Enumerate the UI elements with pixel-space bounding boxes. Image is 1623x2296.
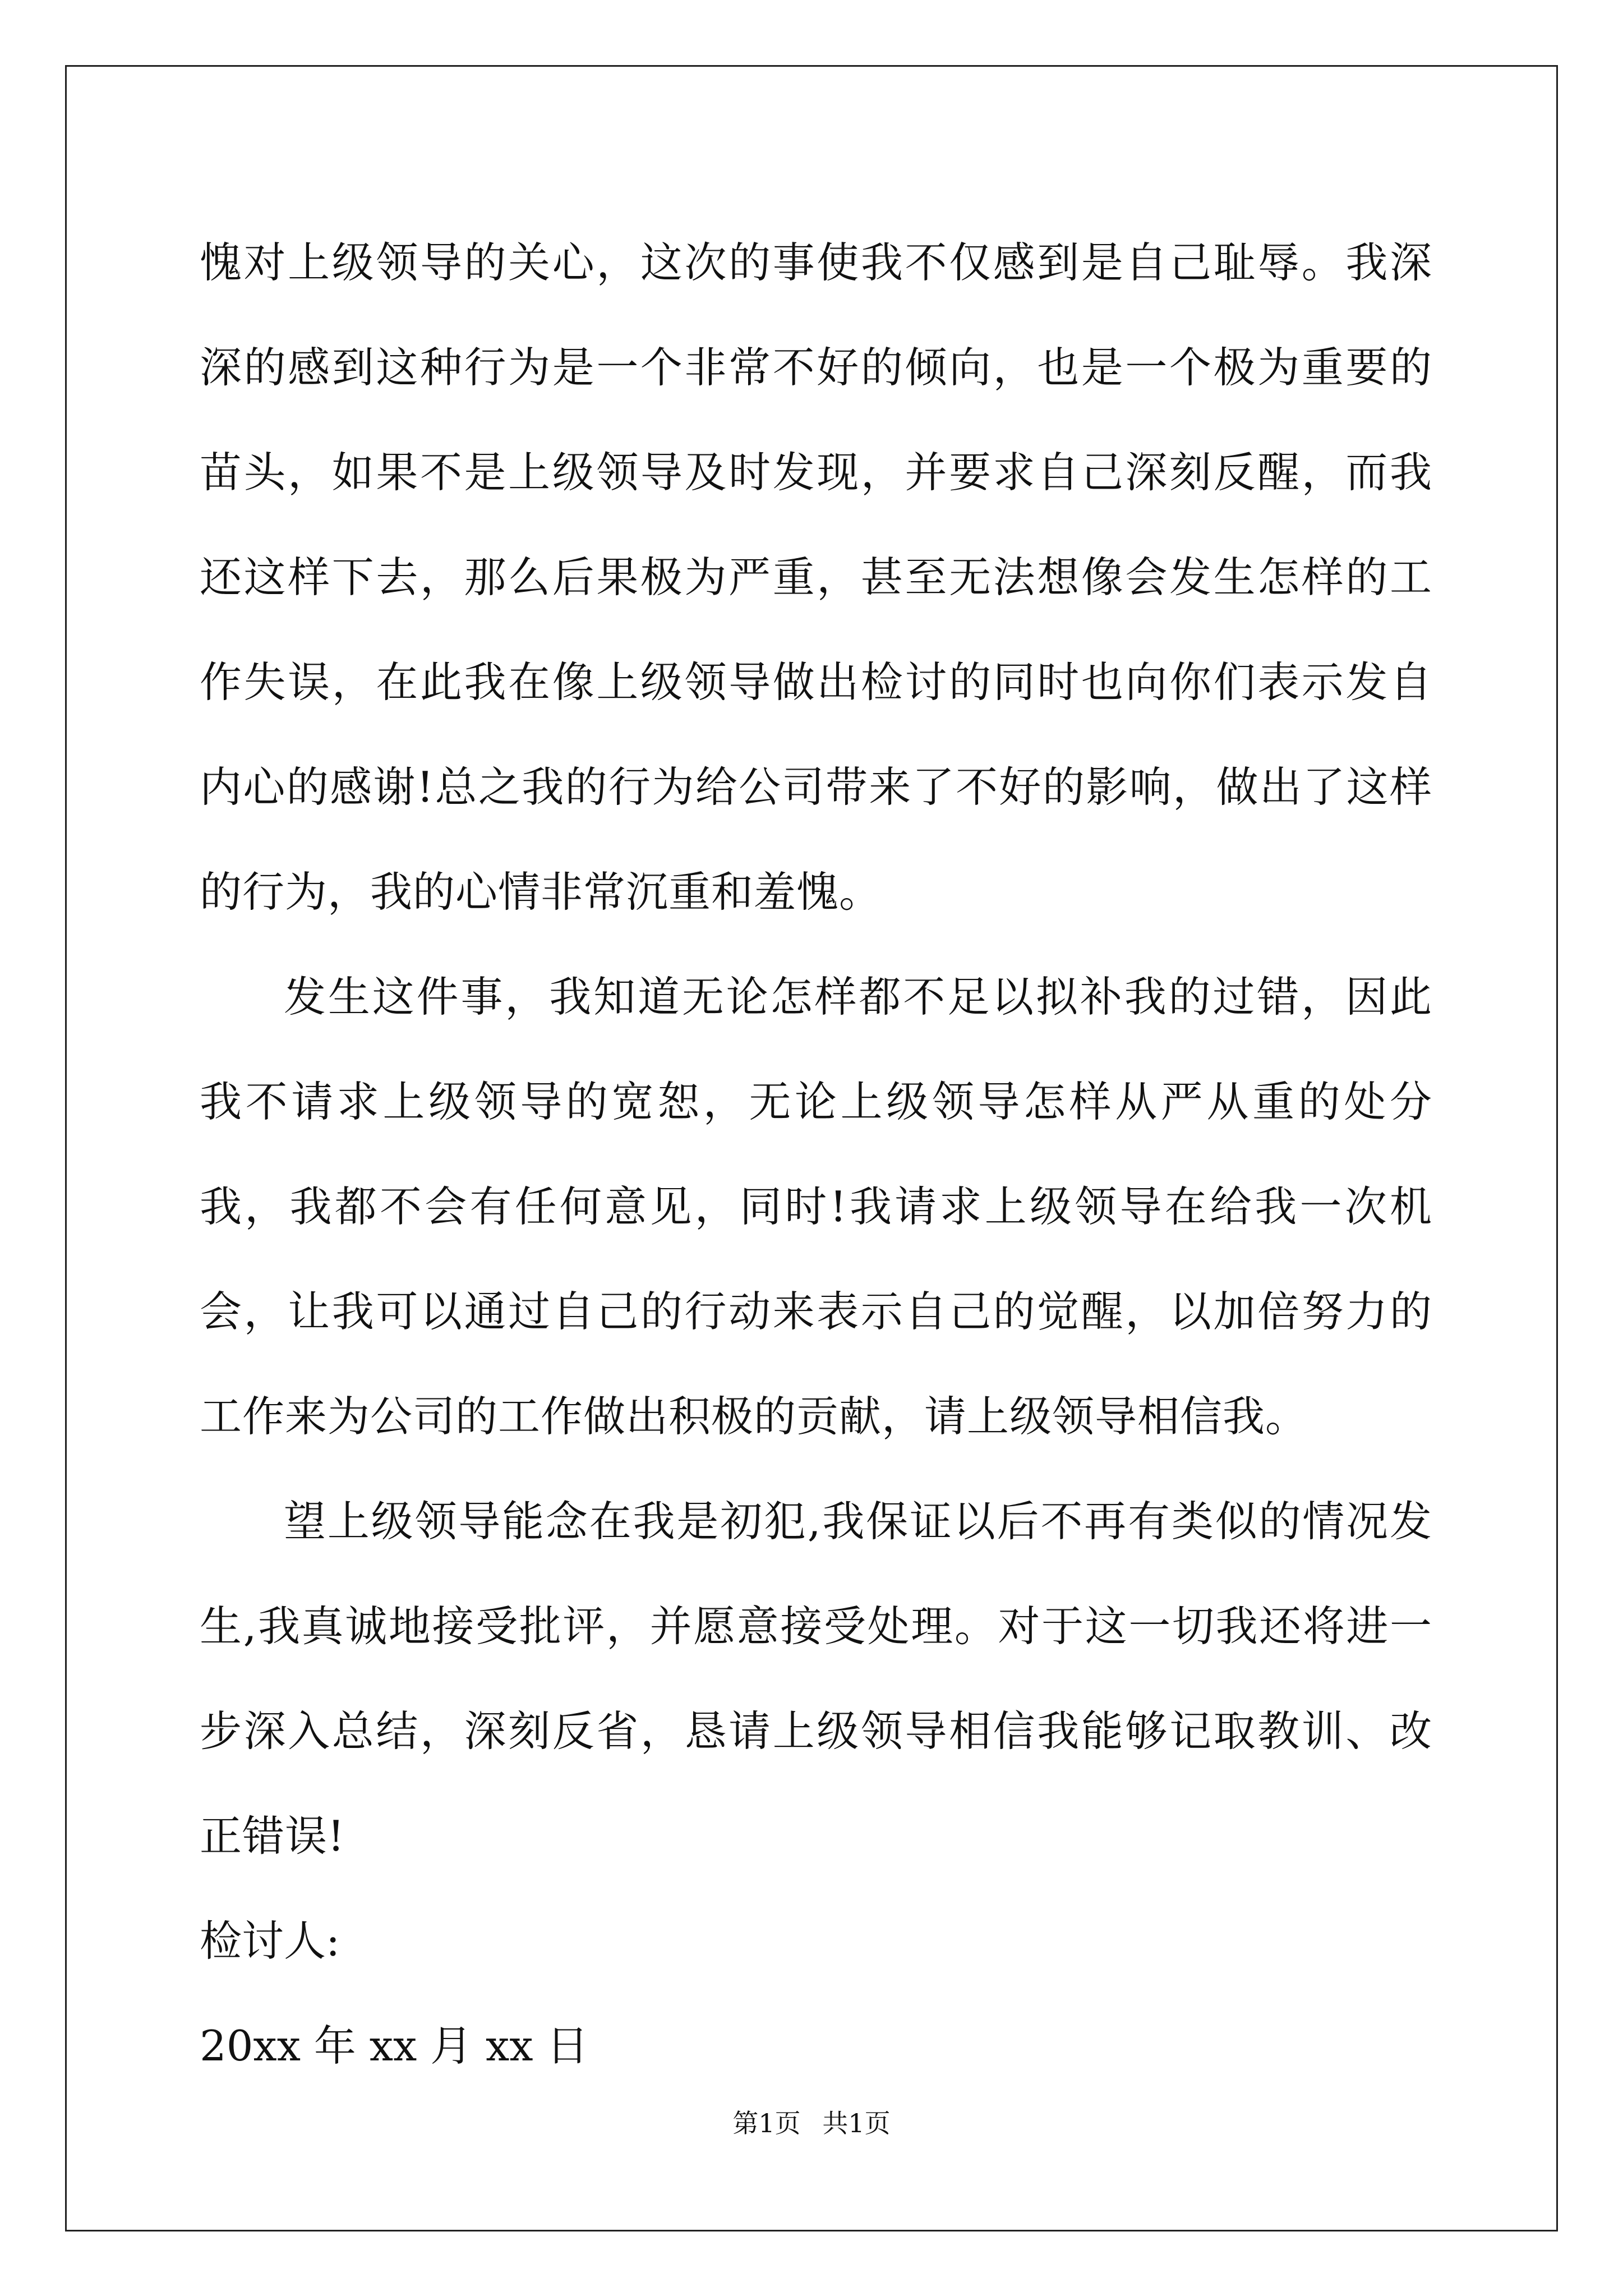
page-number: 第1页 [732, 2108, 801, 2138]
paragraph-1: 愧对上级领导的关心，这次的事使我不仅感到是自己耻辱。我深深的感到这种行为是一个非常不好的倾向，也是一个极为重要的苗头，如果不是上级领导及时发现，并要求自己深刻反醒，而我还这样下去，那么后果极为严重，甚至无法想像会发生怎样的工作失误，在此我在像上级领导做出检讨的同时也向你们表示发自内心的感谢!总之我的行为给公司带来了不好的影响，做出了这样的行为，我的心情非常沉重和羞愧。 [200, 238, 1432, 917]
page-total: 共1页 [822, 2108, 891, 2138]
paragraph-2: 发生这件事，我知道无论怎样都不足以拟补我的过错，因此我不请求上级领导的宽恕，无论上级领导怎样从严从重的处分我，我都不会有任何意见，同时!我请求上级领导在给我一次机会，让我可以通过自己的行动来表示自己的觉醒，以加倍努力的工作来为公司的工作做出积极的贡献，请上级领导相信我。 [200, 972, 1432, 1441]
page-footer [0, 2106, 1623, 2140]
document-body [200, 210, 1432, 2099]
signature-date: 20xx 年 xx 月 xx 日 [200, 2021, 589, 2070]
paragraph-3: 望上级领导能念在我是初犯,我保证以后不再有类似的情况发生,我真诚地接受批评，并愿意接受处理。对于这一切我还将进一步深入总结，深刻反省，恳请上级领导相信我能够记取教训、改正错误! [200, 1497, 1432, 1861]
signature-label: 检讨人: [200, 1916, 340, 1966]
